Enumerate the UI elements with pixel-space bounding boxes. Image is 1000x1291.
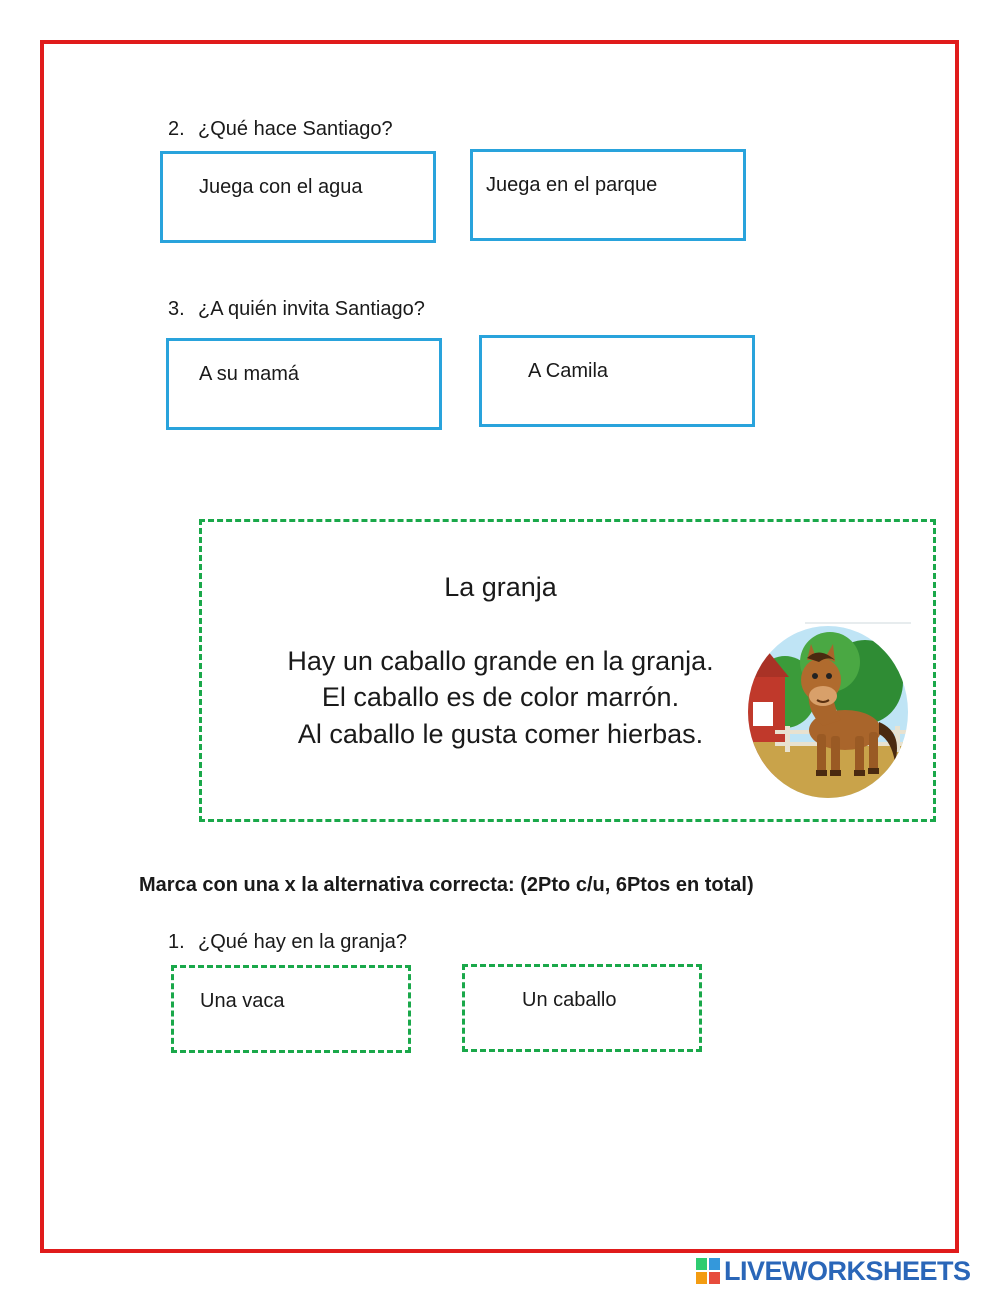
liveworksheets-logo xyxy=(696,1256,971,1286)
answer-option-label: A su mamá xyxy=(199,363,300,385)
answer-option-label: Una vaca xyxy=(200,990,285,1012)
question-3-text: ¿A quién invita Santiago? xyxy=(198,298,425,320)
liveworksheets-blocks-icon xyxy=(696,1258,720,1284)
story-line: Al caballo le gusta comer hierbas. xyxy=(297,719,704,749)
answer-option-box[interactable] xyxy=(479,335,755,427)
story-box xyxy=(199,519,936,822)
instruction-text: Marca con una x la alternativa correcta: (2Pto c/u, 6Ptos en total) xyxy=(139,874,754,896)
question-1 xyxy=(168,931,407,954)
question-1-text: ¿Qué hay en la granja? xyxy=(198,931,408,953)
horse-illustration xyxy=(745,622,911,800)
story-title: La granja xyxy=(444,572,557,602)
question-2 xyxy=(168,118,393,141)
story-line: El caballo es de color marrón. xyxy=(321,682,680,712)
answer-option-label: A Camila xyxy=(528,360,609,382)
answer-option-label: Juega en el parque xyxy=(486,174,658,196)
answer-option-box[interactable] xyxy=(171,965,411,1053)
answer-option-label: Juega con el agua xyxy=(199,176,363,198)
answer-option-label: Un caballo xyxy=(522,989,617,1011)
liveworksheets-wordmark: LIVEWORKSHEETS xyxy=(724,1255,971,1286)
answer-option-box[interactable] xyxy=(462,964,702,1052)
answer-option-box[interactable] xyxy=(166,338,442,430)
answer-option-box[interactable] xyxy=(470,149,746,241)
question-3-number: 3. xyxy=(168,298,185,320)
question-2-number: 2. xyxy=(168,118,185,140)
answer-option-box[interactable] xyxy=(160,151,436,243)
story-line: Hay un caballo grande en la granja. xyxy=(287,646,714,676)
question-2-text: ¿Qué hace Santiago? xyxy=(198,118,393,140)
question-3 xyxy=(168,298,425,321)
question-1-number: 1. xyxy=(168,931,185,953)
